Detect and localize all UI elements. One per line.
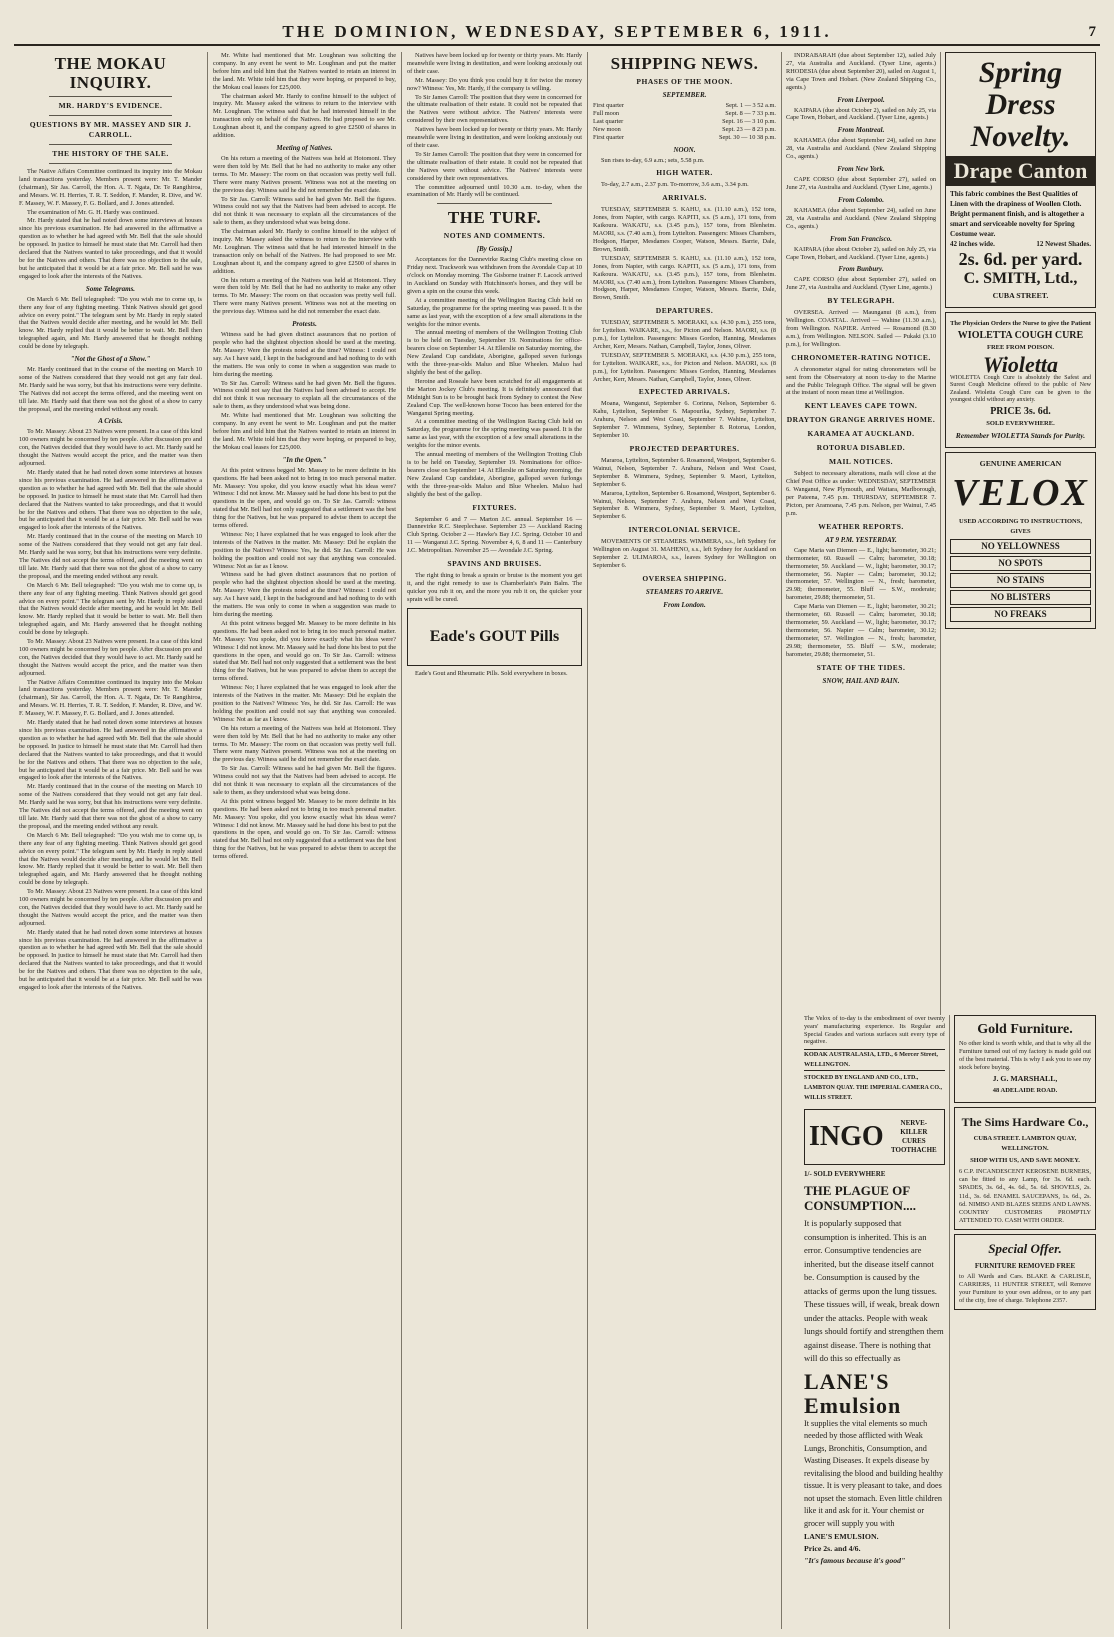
divider [437,203,552,204]
sims-address: CUBA STREET. LAMBTON QUAY, WELLINGTON. [973,1135,1077,1152]
special-body: to All Wards and Cars. BLAKE & CARLISLE, CARRIERS, 11 HUNTER STREET, will Remove your Furniture to your own address, or to any part of the city, free of charge. Telephone 2357. [959,1273,1091,1305]
paragraph: Witness said he had given distinct assurances that no portion of people who had the slightest objection should be used at the meeting. Mr. Massey: Were the protests noted at the time? Witness: I could not say. As I have said, I kept in the background and had nothing to do with the matters. He was only to come in when a suggestion was made to him during the meeting. [213,571,396,618]
gold-name: J. G. MARSHALL, [992,1074,1058,1083]
from-montreal: From Montreal. [837,126,885,135]
paragraph: The right thing to break a sprain or bruise is the moment you get it, and the right remedy to use is Chamberlain's Pain Balm. The quicker you rub it on, and the more you rub it on, the quicker your sprain will be cured. [407,572,582,603]
paragraph: To Mr. Massey: About 23 Natives were present. In a case of this kind 100 owners might be concerned by ten people. After discussion pro and con, the Natives decided that they would have to act. Mr. Hardy said he thought the Natives would accept the price, and the matter was then adjourned. [19,428,202,468]
drape-description: This fabric combines the Best Qualities of Linen with the drapiness of Woollen Cloth. Bright permanent finish, and is altogether a smart and serviceable novelty for Spring Costume wear. [950,190,1085,238]
phase-value: Sept. 1 — 3 52 a.m. [725,102,776,109]
drape-shades: 12 Newest Shades. [1036,240,1091,248]
dress-title: Dress [985,88,1056,121]
masthead [14,20,1100,46]
paragraph: To Mr. Massey: About 23 Natives were present. In a case of this kind 100 owners might be concerned by ten people. After discussion pro and con, the Natives decided that they would have to act. Mr. Hardy said he thought the Natives would accept the price, and the matter was then adjourned. [19,888,202,927]
sidehead-crisis: A Crisis. [98,417,123,426]
wioletta-sub: FREE FROM POISON. [987,343,1054,351]
subhead-weather: WEATHER REPORTS. [818,521,904,531]
sidehead-meeting-of-natives: Meeting of Natives. [276,143,333,152]
paragraph: To Sir James Carroll: The position that they were in concerned for the ultimate realisation of their estate. It could not be repeated that the Natives were without advice. The Natives' interests were considered by their own representatives. [407,150,582,182]
ingo-ad [804,1109,945,1165]
special-sub: FURNITURE REMOVED FREE [974,1262,1076,1271]
velox-no-yellowness: NO YELLOWNESS [950,539,1091,554]
novelty-title: Novelty. [970,120,1071,153]
subhead-questions: QUESTIONS BY MR. MASSEY AND SIR J. CARROLL. [29,120,192,139]
sidehead-ghost-of-a-show: "Not the Ghost of a Show." [70,355,151,364]
subhead-snow: SNOW, HAIL AND RAIN. [822,676,900,685]
spring-dress-ad [945,52,1096,308]
kodak-address: KODAK AUSTRALASIA, LTD., 6 Mercer Street, WELLINGTON. [804,1049,945,1071]
lower-ads-right [950,1015,1100,1629]
intercolonial: MOVEMENTS OF STEAMERS. WIMMERA, s.s., left Sydney for Wellington on August 31. MAHENO, s.s., left Sydney for Auckland on September 2. ULIMAROA, s.s., leaves Sydney for Wellington on September 6. [593,538,776,569]
paragraph: The examination of Mr. G. H. Hardy was continued. [27,208,159,216]
arrivals: TUESDAY, SEPTEMBER 5. KAHU, s.s. (11.10 a.m.), 152 tons, Jones, from Napier, with cargo. KAPITI, s.s. (5 a.m.), 171 tons, from Kaikoura. WAKATU, s.s. (3.45 p.m.), 157 tons, from Blenheim. MAORI, s.s. (7.40 a.m.), from Lyttelton. Passengers: Misses Chambers, Hodgson, Harper, Mesdames Cooper, Watson, Messrs. Barrie, Dale, Brown, Smith. [593,254,776,302]
paragraph: The Native Affairs Committee continued its inquiry into the Mokau land transactions yesterday. Members present were: Mr. T. Mander (chairman), Sir Jas. Carroll, the Hon. A. T. Ngata, Dr. Te Rangihiroa, and Messrs. W. H. Herries, T. R. T. Seddon, F. Mander, R. Dive, and W. F. Massey, W. F. Massey, F. G. Bollard, and J. Jones attended. [19,168,202,207]
smith-address: CUBA STREET. [992,290,1049,300]
divider [49,144,172,145]
sidehead-protests: Protests. [292,320,317,329]
column-turf [402,52,588,1629]
lanes-title: LANE'S [804,1368,890,1394]
phase-label: Full moon [593,109,620,117]
phase-row [593,134,776,142]
special-head: Special Offer. [988,1241,1062,1257]
phase-value: Sept. 8 — 7 33 p.m. [725,109,776,117]
wioletta-price: PRICE 3s. 6d. [990,405,1051,417]
paragraph: On his return a meeting of the Natives was held at Hotomoni. They were then told by Mr. Bell that he had no authority to make any other terms. To Mr. Massey: The room on that occasion was pretty well full. There were many Natives present. Witness was not at the meeting on the previous day. Witness said he did not remember the exact date. [213,276,396,316]
paragraph: Mr. White had mentioned that Mr. Loughnan was soliciting the company. In any event he went to Mr. Loughnan and put the matter before him and told him that the Natives wanted to retain an interest in the land. Mr. White told him that they were hoping, or prepared to buy, the Mokau coal leases for £25,000. [213,52,396,91]
headline-shipping: SHIPPING NEWS. [610,54,759,73]
velox-title: VELOX [952,471,1089,514]
spring-title: Spring [978,56,1063,89]
paragraph: Mr. Hardy continued that in the course of the meeting on March 10 some of the Natives considered that they would not get any fair deal. Mr. Hardy said he was sorry, but that his instructions were very definite. The Natives did not accept the terms offered, and the meeting went on till late. Mr. Hardy said that there was not the ghost of a show to carry the proposal, and the meeting ended without any result. [19,783,202,830]
paragraph: At this point witness begged Mr. Massey to be more definite in his questions. He had been asked not to bring in too much personal matter. Mr. Massey: You spoke, did you know exactly what his ideas were? Witness: I did not know. Mr. Massey said he had done his best to put the questions in the open, and would go on. To Sir Jas. Carroll: witness stated that Mr. Bell had not only suggested that a settlement was the best thing for the Natives, but he was prepared to advise them to accept the terms offered. [213,466,396,530]
sidehead-in-the-open: "In the Open." [282,455,327,464]
sims-hardware-ad [954,1107,1096,1230]
departures: TUESDAY, SEPTEMBER 5. MOERAKI, s.s. (4.30 p.m.), 255 tons, for Lyttelton. WAIKARE, s.s., for Picton and Nelson. MAORI, s.s. (8 p.m.), for Lyttelton. Passengers: Misses Gordon, Hanning, Mesdames Archer, Kerr, Messrs. Nathan, Campbell, Taylor, Jones, Oliver. [593,319,776,350]
masthead-title: THE DOMINION, WEDNESDAY, SEPTEMBER 6, 1911. [282,22,832,41]
subhead-oversea: OVERSEA SHIPPING. [642,573,727,583]
subhead-departures: DEPARTURES. [655,306,714,316]
paragraph: On March 6 Mr. Bell telegraphed: "Do you wish me to come up, is there any fear of any fighting meeting. Think Natives should get good advice on every point." The telegram sent by Mr. Hardy in reply stated that the Natives would decide after meeting, and he would let Mr. Bell know. Mr. Hardy replied that it would be better to wait. Mr. Bell then telegraphed again, and Mr. Hardy answered that he thought nothing could be done by telegraph. [19,295,202,351]
phase-label: New moon [593,125,621,133]
velox-no-stains: NO STAINS [950,573,1091,588]
sidehead-telegrams: Some Telegrams. [85,284,136,293]
subhead-history-of-sale: THE HISTORY OF THE SALE. [52,149,169,158]
paragraph: KAIPARA (due about October 2), sailed on July 25, via Cape Town, Hobart, and Auckland. (Tyser Line, agents.) [786,106,936,122]
projected-departures: Mararoa, Lyttelton, September 6. Rosamond, Westport, September 6. Wainui, Nelson, September 7. Arahura, Nelson and West Coast, September 8. Wimmera, Sydney, September 9. Maori, Lyttelton, September 6. [593,489,776,521]
paragraph: Mr. Hardy stated that he had noted down some interviews at houses since his previous examination. He had answered in the affirmative a question as to whether he had agreed with Mr. Bell that the sale should be opposed. In justice to himself he must state that Mr. Carroll had then declared that the Natives wanted to take proceedings, and that it would be for the Natives and others. That there was no objection to the sale, but he anticipated that it would be at a fair price. Mr. Bell said he was engaged to look after the interests of the Natives. [19,469,202,532]
paragraph: KAHAMEA (due about September 24), sailed on June 28, via Australia and Auckland. (New Zealand Shipping Co., agents.) [786,206,936,230]
phase-label: First quarter [593,133,624,141]
departures: TUESDAY, SEPTEMBER 5. MOERAKI, s.s. (4.30 p.m.), 255 tons, for Lyttelton. WAIKARE, s.s., for Picton and Nelson. MAORI, s.s. (8 p.m.), for Lyttelton. Passengers: Misses Gordon, Hanning, Mesdames Archer, Kerr, Messrs. Nathan, Campbell, Taylor, Jones, Oliver. [593,351,776,383]
from-colombo: From Colombo. [838,195,884,204]
subhead-intercolonial: INTERCOLONIAL SERVICE. [628,525,741,535]
column-shipping [588,52,782,1629]
paragraph: Mr. Hardy continued that in the course of the meeting on March 10 some of the Natives considered that they would not get any fair deal. Mr. Hardy said he was sorry, but that his instructions were very definite. The Natives did not accept the terms offered, and the meeting went on till late. Mr. Hardy said that there was not the ghost of a show to carry the proposal, and the meeting ended without any result. [19,533,202,580]
phase-row [593,110,776,118]
paragraph: Mr. Hardy stated that he had noted down some interviews at houses since his previous examination. He had answered in the affirmative a question as to whether he had agreed with Mr. Bell that the sale should be opposed. In justice to himself he must state that Mr. Carroll had then declared that the Natives wanted to take proceedings, and that it would be for the Natives and others. That there was no objection to the sale, but he anticipated that it would be at a fair price. Mr. Bell said he was engaged to look after the interests of the Natives. [19,217,202,280]
paragraph: The chairman asked Mr. Hardy to confine himself to the subject of inquiry. Mr. Massey asked the witness to return to the interview with Mr. Loughnan. The witness said that he had interested himself in the transaction only on behalf of the Natives. He had proposed to see Mr. Loughnan about it, and the company agreed to give £2500 of shares in addition. [213,92,396,140]
paragraph: Mr. White had mentioned that Mr. Loughnan was soliciting the company. In any event he went to Mr. Loughnan and put the matter before him and told him that the Natives wanted to retain an interest in the land. Mr. White told him that they were hoping, or prepared to buy, the Mokau coal leases for £25,000. [213,412,396,451]
paragraph: To Mr. Massey: About 23 Natives were present. In a case of this kind 100 owners might be concerned by ten people. After discussion pro and con, the Natives decided that they would have to act. Mr. Hardy said he thought the Natives would accept the price, and the matter was then adjourned. [19,638,202,677]
headline-turf: THE TURF. [447,208,542,228]
from-bunbury: From Bunbury. [838,265,884,274]
plague-head: THE PLAGUE OF CONSUMPTION.... [804,1183,916,1214]
velox-ad [945,452,1096,629]
wioletta-name: Wioletta [983,351,1058,377]
subhead-karamea: KARAMEA AT AUCKLAND. [807,429,915,439]
gout-pills-text: Eade's Gout and Rheumatic Pills. Sold everywhere in boxes. [415,669,568,677]
from-newyork: From New York. [837,165,885,174]
wioletta-sold: SOLD EVERYWHERE. [986,419,1055,427]
paragraph: Witness: No; I have explained that he was engaged to look after the interests of the Natives in the matter. Mr. Massey: Did he explain the position to the Natives? Witness: Yes, he did. Sir Jas. Carroll: He was holding the position and could not say that anything was concealed. Witness: Not as far as I know. [213,530,396,570]
ingo-sold: 1/- SOLD EVERYWHERE [804,1170,886,1179]
paragraph: KAIPARA (due about October 2), sailed on July 25, via Cape Town, Hobart, and Auckland. (Tyser Line, agents.) [786,245,936,261]
wioletta-ad [945,312,1096,448]
velox-description: The Velox of to-day is the embodiment of over twenty years' manufacturing experience. Its Regular and Special Grades and various surfaces suit every type of negative. [804,1015,945,1046]
subhead-phases: PHASES OF THE MOON. [636,77,733,86]
paragraph: To Sir Jas. Carroll: Witness said he had given Mr. Bell the figures. Witness could not say that the Natives had been advised to accept. He did not think it was necessary to explain all the circumstances of the sale to them, as they understood what was being done. [213,379,396,411]
paragraph: On his return a meeting of the Natives was held at Hotomoni. They were then told by Mr. Bell that he had no authority to make any other terms. To Mr. Massey: The room on that occasion was pretty well full. There were many Natives present. Witness was not at the meeting on the previous day. Witness said he did not remember the exact date. [213,154,396,194]
lanes-body: It supplies the vital elements so much needed by those afflicted with Weak Lungs, Bronchitis, Consumption, and Wasting Diseases. It expels disease by revitalising the blood and building healthy tissue. It is very pleasant to take, and does not upset the stomach. Even little children like it and ask for it. Your chemist or grocer will supply you with [804,1418,943,1528]
gout-pills-ad [407,608,582,666]
phase-label: First quarter [593,102,624,109]
drape-width: 42 inches wide. [950,240,995,248]
divider [49,96,172,97]
subhead-rotorua: ROTORUA DISABLED. [816,443,906,453]
paragraph: Natives have been locked up for twenty or thirty years. Mr. Hardy meanwhile were living in destitution, and were looking anxiously out of their case. [407,126,582,149]
from-sanfrancisco: From San Francisco. [829,234,893,243]
fixtures-list: September 6 and 7 — Marton J.C. annual. September 16 — Dannevirke R.C. Steeplechase. September 23 — Auckland Racing Club Spring. October 2 — Hawke's Bay J.C. Spring. October 10 and 11 — Wanganui J.C. Spring. November 4, 6, 8 and 11 — Canterbury J.C. Metropolitan. November 25 — Avondale J.C. Spring. [407,515,582,555]
paragraph: KAHAMEA (due about September 24), sailed on June 28, via Australia and Auckland. (New Zealand Shipping Co., agents.) [786,137,936,161]
paragraph: CAPE CORSO (due about September 27), sailed on June 27, via Australia and Auckland. (Tyser Line, agents.) [786,276,936,292]
gold-head: Gold Furniture. [977,1022,1073,1037]
paragraph: Acceptances for the Dannevirke Racing Club's meeting close on Friday next. Trackwork was withdrawn from the Avondale Cup at 10 o'clock on Monday morning. The Gisborne trainer F. Lacock arrived in Auckland on Sunday with Hutchinson's horses, and they will be given a spin on the course this week. [407,256,582,295]
paragraph: Witness said he had given distinct assurances that no portion of people who had the slightest objection should be used at the meeting. Mr. Massey: Were the protests noted at the time? Witness: I could not say. As I have said, I kept in the background and had nothing to do with the matters. He was only to come in when a suggestion was made to him during the meeting. [213,331,396,378]
lower-ads-row [800,1015,1100,1629]
subhead-drayton: DRAYTON GRANGE ARRIVES HOME. [786,415,936,425]
smith-name: C. SMITH, Ltd., [963,269,1078,287]
paragraph: INDRABARAH (due about September 12), sailed July 27, via Australia and Auckland. (Tyser Line, agents.) RHODESIA (due about September 20), sailed on August 1, via Cape Town and Hobart. (New Zealand Shipping Co., agents.) [786,52,936,91]
lanes-price: Price 2s. and 4/6. [804,1544,861,1554]
subhead-steamers-to-arrive: STEAMERS TO ARRIVE. [645,587,724,596]
paragraph: At a committee meeting of the Wellington Racing Club held on Saturday, the programme for the spring meeting was passed. It is the same as last year, with the exception of a few small alterations in the weights for the minor events. [407,418,582,450]
lanes-supply: LANE'S EMULSION. [804,1532,879,1542]
paragraph: To Sir James Carroll: The position that they were in concerned for the ultimate realisation of their estate. It could not be repeated that the Natives were without advice. The Natives' interests were considered by their own representatives. [407,93,582,125]
divider [49,115,172,116]
paragraph: To Sir Jas. Carroll: Witness said he had given Mr. Bell the figures. Witness could not say that the Natives had been advised to accept. He did not think it was necessary to explain all the circumstances of the sale to them, as they understood what was being done. [213,765,396,796]
phase-row [593,102,776,110]
paragraph: At a committee meeting of the Wellington Racing Club held on Saturday, the programme for the spring meeting was passed. It is the same as last year, with the exception of a few small alterations in the weights for the minor events. [407,296,582,328]
sims-body: 6 C.P. INCANDESCENT KEROSENE BURNERS, can be fitted to any Lamp, for 3s. 6d. each. SPADES, 3s. 6d., 4s. 6d., 5s. 6d. SHOVELS, 2s. 11d., 3s. 6d. ENAMEL SAUCEPANS, 1s. 6d., 2s. 6d. NIMBO AND BLAZES SEEDS AND LAWNS. COUNTRY CUSTOMERS PROMPTLY ATTENDED TO. CASH WITH ORDER. [959,1168,1091,1225]
headline-mokau: THE MOKAU INQUIRY. [54,54,167,92]
weather-reports: Cape Maria van Diemen — E., light; barometer, 30.21; thermometer, 60. Russell — Calm; barometer, 30.18; thermometer, 59. Auckland — W., light; barometer, 30.17; thermometer, 56. Napier — Calm; barometer, 30.12; thermometer, 57. Wellington — N., fresh; barometer, 29.98; thermometer, 55. Bluff — S.W., moderate; barometer, 29.88; thermometer, 51. [786,603,936,658]
special-offer-ad [954,1234,1096,1310]
subhead-notes-comments: NOTES AND COMMENTS. [443,231,546,241]
noon-label: NOON. [673,145,696,154]
paragraph: The chairman asked Mr. Hardy to confine himself to the subject of inquiry. Mr. Massey asked the witness to return to the interview with Mr. Loughnan. The witness said that he had interested himself in the transaction only on behalf of the Natives. He had proposed to see Mr. Loughnan about it, and the company agreed to give £2500 of shares in addition. [213,228,396,275]
subhead-fixtures: FIXTURES. [472,502,517,512]
paragraph: At this point witness begged Mr. Massey to be more definite in his questions. He had been asked not to bring in too much personal matter. Mr. Massey: You spoke, did you know exactly what his ideas were? Witness: I did not know. Mr. Massey said he had done his best to put the questions in the open, and would go on. To Sir Jas. Carroll: witness stated that Mr. Bell had not only suggested that a settlement was the best thing for the Natives, but he was prepared to advise them to accept the terms offered. [213,797,396,861]
mail-notices: Subject to necessary alterations, mails will close at the Chief Post Office as under: WEDNESDAY, SEPTEMBER 6. Wanganui, New Plymouth, and Waitara, Marlborough, per Pateena, 7.45 p.m. THURSDAY, SEPTEMBER 7. Picton, per Aramoana, 7.45 p.m. Nelson, per Wainui, 7.45 p.m. [786,470,936,517]
from-london: From London. [663,600,706,609]
expected-arrivals: Moana, Wanganui, September 6. Corinna, Nelson, September 6. Kahu, Lyttelton, September 6. Mapourika, Sydney, September 7. Arahura, Nelson and West Coast, September 7. Wahine, Lyttelton, September 7. Wimmera, Sydney, September 8. Rotorua, London, September 10. [593,400,776,440]
velox-top: GENUINE AMERICAN [979,458,1062,468]
subhead-arrivals: ARRIVALS. [662,193,707,203]
arrivals: TUESDAY, SEPTEMBER 5. KAHU, s.s. (11.10 a.m.), 152 tons, Jones, from Napier, with cargo. KAPITI, s.s. (5 a.m.), 171 tons, from Kaikoura. WAKATU, s.s. (3.45 p.m.), 157 tons, from Blenheim. MAORI, s.s. (7.40 a.m.), from Lyttelton. Passengers: Misses Chambers, Hodgson, Harper, Mesdames Cooper, Watson, Messrs. Barrie, Dale, Brown, Smith. [593,206,776,253]
wioletta-desc: WIOLETTA Cough Cure is absolutely the Safest and Surest Cough Medicine offered to the public of New Zealand. Wioletta Cough Cure can be given to the youngest child without any anxiety. [950,374,1091,404]
column-inquiry-continued [208,52,402,1629]
phase-value: Sept. 23 — 8 23 p.m. [722,125,776,133]
paragraph: The Native Affairs Committee continued its inquiry into the Mokau land transactions yesterday. Members present were: Mr. T. Mander (chairman), Sir Jas. Carroll, the Hon. A. T. Ngata, Dr. Te Rangihiroa, and Messrs. W. H. Herries, T. R. T. Seddon, F. Mander, R. Dive, and W. F. Massey, W. F. Massey, F. G. Bollard, and J. Jones attended. [19,678,202,718]
subhead-tides: STATE OF THE TIDES. [816,662,906,672]
projected-departures: Mararoa, Lyttelton, September 6. Rosamond, Westport, September 6. Wainui, Nelson, September 7. Arahura, Nelson and West Coast, September 8. Wimmera, Sydney, September 9. Maori, Lyttelton, September 6. [593,457,776,488]
phases-month: SEPTEMBER. [662,91,707,99]
phase-value: Sept. 30 — 10 38 p.m. [718,133,776,141]
velox-no-blisters: NO BLISTERS [950,590,1091,605]
drape-canton-banner: Drape Canton [946,156,1095,186]
weather-reports: Cape Maria van Diemen — E., light; barometer, 30.21; thermometer, 60. Russell — Calm; barometer, 30.18; thermometer, 59. Auckland — W., light; barometer, 30.17; thermometer, 56. Napier — Calm; barometer, 30.12; thermometer, 57. Wellington — N., fresh; barometer, 29.98; thermometer, 55. Bluff — S.W., moderate; barometer, 29.88; thermometer, 51. [786,546,936,602]
paragraph: The annual meeting of members of the Wellington Trotting Club is to be held on Tuesday, September 19. Nominations for office-bearers close on September 14. At Ellerslie on Saturday morning, the New Zealand Cup candidate, Aborigine, galloped seven furlongs with the three-year-olds Maluo and Blue Wheelen. Maluo had slightly the best of the gallop. [407,329,582,376]
velox-no-freaks: NO FREAKS [950,607,1091,622]
gold-furniture-ad [954,1015,1096,1103]
wioletta-head: WIOLETTA COUGH CURE [957,329,1084,341]
paragraph: On his return a meeting of the Natives was held at Hotomoni. They were then told by Mr. Bell that he had no authority to make any other terms. To Mr. Massey: The room on that occasion was pretty well full. There were many Natives present. Witness was not at the meeting on the previous day. Witness said he did not remember the exact date. [213,724,396,764]
wioletta-tagline: Remember WIOLETTA Stands for Purity. [955,430,1086,440]
paragraph: Witness: No; I have explained that he was engaged to look after the interests of the Natives in the matter. Mr. Massey: Did he explain the position to the Natives? Witness: Yes, he did. Sir Jas. Carroll: He was holding the position and could not say that anything was concealed. Witness: Not as far as I know. [213,684,396,723]
gold-body: No other kind is worth while, and that is why all the Furniture turned out of my factory is made gold out of the best material. This is why I ask you to see my stock before buying. [959,1040,1091,1071]
paragraph: On March 6 Mr. Bell telegraphed: "Do you wish me to come up, is there any fear of any fighting meeting. Think Natives should get good advice on every point." The telegram sent by Mr. Hardy in reply stated that the Natives would decide after meeting, and he would let Mr. Bell know. Mr. Hardy replied that it would be better to wait. Mr. Bell then telegraphed again, and Mr. Hardy answered that he thought nothing could be done by telegraph. [19,831,202,887]
plague-body: It is popularly supposed that consumption is inherited. This is an error. Consumptive tendencies are inherited, but the disease itself cannot be. Consumption is caused by the attacks of germs upon the lung tissues. These tissues will, if weak, break down under the attacks. People with weak lungs should fortify and strengthen them against disease. There is nothing that will do this so effectually as [804,1218,944,1364]
subhead-chronometer: CHRONOMETER-RATING NOTICE. [791,352,931,362]
velox-no-spots: NO SPOTS [950,556,1091,571]
subhead-hardy-evidence: MR. HARDY'S EVIDENCE. [58,101,163,110]
paragraph: Mr. Massey: Do you think you could buy it for twice the money now? Witness: Yes, Mr. Hardy, if the company is willing. [407,76,582,92]
drape-price: 2s. 6d. per yard. [958,248,1083,269]
subhead-projected: PROJECTED DEPARTURES. [629,444,740,453]
phase-row [593,118,776,126]
paragraph: Mr. Hardy continued that in the course of the meeting on March 10 some of the Natives considered that they would not get any fair deal. Mr. Hardy said he was sorry, but that his instructions were very definite. The Natives did not accept the terms offered, and the meeting went on till late. Mr. Hardy said that there was not the ghost of a show to carry the proposal, and the meeting ended without any result. [19,366,202,413]
column-mokau-inquiry [14,52,208,1629]
subhead-high-water: HIGH WATER. [656,168,713,178]
ingo-title: INGO [809,1121,884,1153]
sunrise: Sun rises to-day, 6.9 a.m.; sets, 5.58 p.m. [601,156,705,164]
lower-ads-left [800,1015,950,1629]
ingo-right: NERVE-KILLER CURES TOOTHACHE [890,1119,937,1155]
phase-label: Last quarter [593,117,624,125]
paragraph: To Sir Jas. Carroll: Witness said he had given Mr. Bell the figures. Witness could not say that the Natives had been advised to accept. He did not think it was necessary to explain all the circumstances of the sale to them, as they understood what was being done. [213,195,396,227]
chronometer: A chronometer signal for rating chronometers will be sent from the Observatory at noon to-day to the Marine and the Public Telegraph Office. The signal will be given at the instant of noon mean time at Wellington. [786,365,936,397]
weather-time: AT 9 P.M. YESTERDAY. [825,535,897,544]
paragraph: Heroine and Roseale have been scratched for all engagements at the Marton Jockey Club's meeting. It is definitely announced that Midnight Sun is to be brought back from Sydney to contest the New Zealand Cup. The well-known horse Tocoo has been entered for the Wanganui Spring meeting. [407,377,582,417]
paragraph: Natives have been locked up for twenty or thirty years. Mr. Hardy meanwhile were living in destitution, and were looking anxiously out of their case. [407,52,582,75]
divider [49,163,172,164]
subhead-telegraph: BY TELEGRAPH. [827,296,895,306]
paragraph: Mr. Hardy stated that he had noted down some interviews at houses since his previous examination. He had answered in the affirmative a question as to whether he had agreed with Mr. Bell that the sale should be opposed. In justice to himself he must state that Mr. Carroll had then declared that the Natives wanted to take proceedings, and that it would be for the Natives and others. That there was no objection to the sale, but he anticipated that it would be at a fair price. Mr. Bell said he was engaged to look after the interests of the Natives. [19,928,202,991]
lower-ads-block [800,1015,1100,1629]
paragraph: On March 6 Mr. Bell telegraphed: "Do you wish me to come up, is there any fear of any fighting meeting. Think Natives should get good advice on every point." The telegram sent by Mr. Hardy in reply stated that the Natives would decide after meeting, and he would let Mr. Bell know. Mr. Hardy replied that it would be better to wait. Mr. Bell then telegraphed again, and Mr. Hardy answered that he thought nothing could be done by telegraph. [19,581,202,637]
paragraph: At this point witness begged Mr. Massey to be more definite in his questions. He had been asked not to bring in too much personal matter. Mr. Massey: You spoke, did you know exactly what his ideas were? Witness: I did not know. Mr. Massey said he had done his best to put the questions in the open, and would go on. To Sir Jas. Carroll: witness stated that Mr. Bell had not only suggested that a settlement was the best thing for the Natives, but he was prepared to advise them to accept the terms offered. [213,619,396,683]
paragraph: The committee adjourned until 10.30 a.m. to-day, when the examination of Mr. Hardy will be continued. [407,183,582,199]
from-liverpool: From Liverpool. [837,95,885,104]
gout-pills-title: Eade's GOUT Pills [429,627,560,645]
lanes-emulsion: Emulsion [804,1392,902,1418]
wioletta-top: The Physician Orders the Nurse to give the Patient [950,319,1091,327]
phase-row [593,126,776,134]
telegraph: OVERSEA. Arrived — Maunganui (8 a.m.), from Wellington. COASTAL. Arrived — Wahine (11.30 a.m.), from Wellington. NAPIER. Arrived — Rosamond (8.30 a.m.), from Wellington. NELSON. Sailed — Pukaki (3.10 p.m.), for Wellington. [786,309,936,348]
phases-table [593,102,776,142]
sims-tagline: SHOP WITH US, AND SAVE MONEY. [970,1157,1080,1164]
velox-stockists: STOCKED BY ENGLAND AND CO., LTD., LAMBTON QUAY. THE IMPERIAL CAMERA CO., WILLIS STREET. [804,1075,943,1102]
drape-specs [950,241,1091,249]
byline-gossip: [By Gossip.] [476,245,513,254]
high-water: To-day, 2.7 a.m., 2.37 p.m. To-morrow, 3.6 a.m., 3.34 p.m. [601,181,749,189]
sims-head: The Sims Hardware Co., [961,1115,1089,1129]
velox-sub: USED ACCORDING TO INSTRUCTIONS, GIVES [959,517,1082,535]
paragraph: The annual meeting of members of the Wellington Trotting Club is to be held on Tuesday, September 19. Nominations for office-bearers close on September 14. At Ellerslie on Saturday morning, the New Zealand Cup candidate, Aborigine, galloped seven furlongs with the three-year-olds Maluo and Blue Wheelen. Maluo had slightly the best of the gallop. [407,451,582,498]
subhead-cape-town: KENT LEAVES CAPE TOWN. [804,401,918,411]
subhead-expected: EXPECTED ARRIVALS. [638,387,731,397]
paragraph: CAPE CORSO (due about September 27), sailed on June 27, via Australia and Auckland. (Tyser Line, agents.) [786,176,936,191]
gold-address: 48 ADELAIDE ROAD. [992,1087,1058,1094]
lanes-tagline: "It's famous because it's good" [804,1556,906,1566]
subhead-spavins: SPAVINS AND BRUISES. [447,559,542,569]
subhead-mail: MAIL NOTICES. [828,457,893,467]
phase-value: Sept. 16 — 3 10 p.m. [722,117,776,125]
page-number: 7 [1088,23,1096,40]
paragraph: Mr. Hardy stated that he had noted down some interviews at houses since his previous examination. He had answered in the affirmative a question as to whether he had agreed with Mr. Bell that the sale should be opposed. In justice to himself he must state that Mr. Carroll had then declared that the Natives wanted to take proceedings, and that it would be for the Natives and others. That there was no objection to the sale, but he anticipated that it would be at a fair price. Mr. Bell said he was engaged to look after the interests of the Natives. [19,719,202,782]
